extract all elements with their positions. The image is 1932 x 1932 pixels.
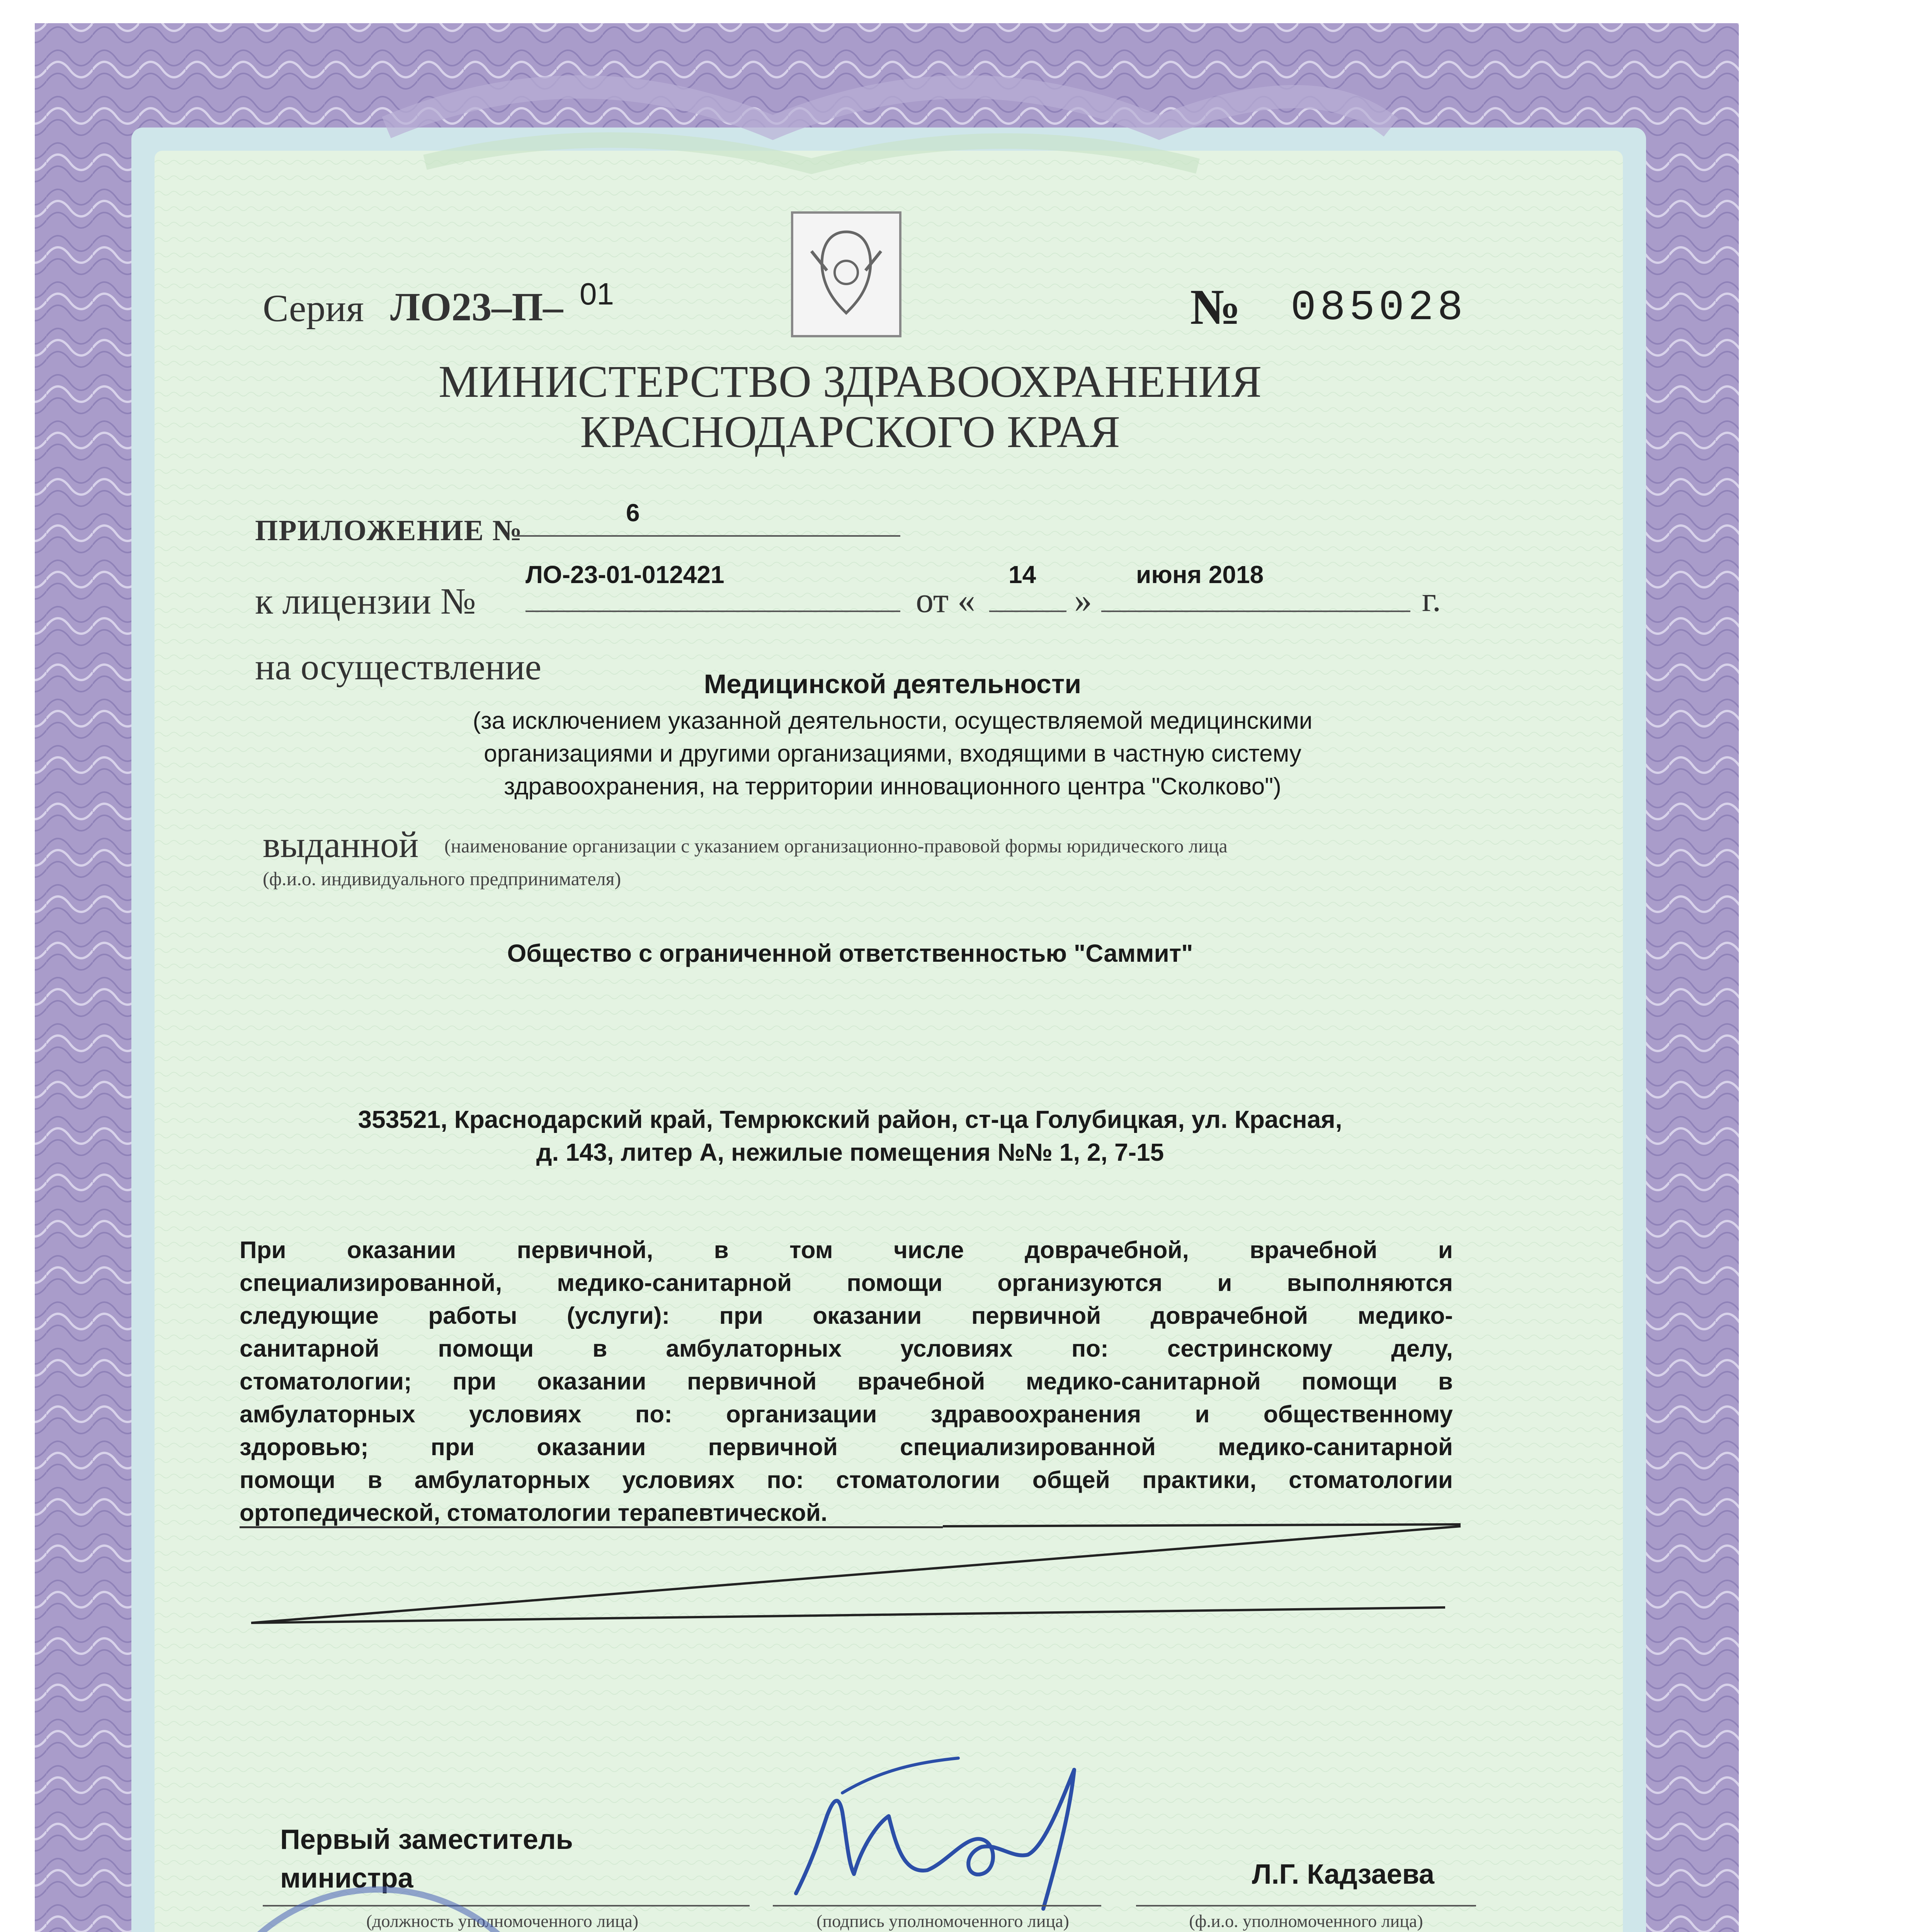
signer-position-line2: министра (280, 1863, 413, 1894)
ministry-name-line1: МИНИСТЕРСТВО ЗДРАВООХРАНЕНИЯ (438, 356, 1262, 407)
position-caption: (должность уполномоченного лица) (366, 1911, 639, 1931)
services-line: следующие работы (услуги): при оказании первичной доврачебной медико- (240, 1303, 1453, 1329)
coat-of-arms-icon (788, 209, 904, 340)
issued-hint-line2: (ф.и.о. индивидуального предпринимателя) (263, 868, 621, 889)
activity-label: на осуществление (255, 646, 542, 687)
handwritten-signature (765, 1747, 1113, 1920)
services-line: стоматологии; при оказании первичной врачебной медико-санитарной помощи в (240, 1368, 1453, 1395)
number-sign: № (1190, 279, 1241, 335)
date-month-underline (1101, 611, 1410, 612)
services-last-line: ортопедической, стоматологии терапевтической. (240, 1500, 828, 1526)
services-line: здоровью; при оказании первичной специализированной медико-санитарной (240, 1434, 1453, 1461)
issued-hint-line1: (наименование организации с указанием организационно-правовой формы юридического лица (444, 835, 1228, 857)
series-code: ЛО23–П– (390, 285, 563, 329)
signer-position-line1: Первый заместитель (280, 1824, 573, 1855)
name-underline (1136, 1905, 1476, 1906)
date-from: от « (916, 580, 975, 620)
activity-note-line2: организациями и другими организациями, входящими в частную систему (484, 740, 1301, 767)
services-line: специализированной, медико-санитарной помощи организуются и выполняются (240, 1270, 1453, 1296)
signature-underline (773, 1905, 1101, 1906)
signature-caption: (подпись уполномоченного лица) (816, 1911, 1069, 1931)
appendix-number: 6 (626, 499, 640, 527)
license-number-underline (526, 611, 900, 612)
date-day: 14 (1009, 561, 1036, 588)
issued-label: выданной (263, 824, 419, 865)
series-number: 01 (580, 277, 614, 311)
date-month-year: июня 2018 (1136, 561, 1264, 588)
appendix-label: ПРИЛОЖЕНИЕ № (255, 514, 523, 547)
name-caption: (ф.и.о. уполномоченного лица) (1189, 1911, 1423, 1931)
signer-name: Л.Г. Кадзаева (1252, 1859, 1435, 1890)
activity-note-line3: здравоохранения, на территории инновационного центра "Сколково") (504, 773, 1281, 800)
organization-name: Общество с ограниченной ответственностью "Саммит" (507, 939, 1193, 967)
services-line: амбулаторных условиях по: организации здравоохранения и общественному (240, 1401, 1453, 1428)
services-last-line-underline (240, 1526, 943, 1528)
services-line: При оказании первичной, в том числе доврачебной, врачебной и (240, 1237, 1453, 1264)
services-line: помощи в амбулаторных условиях по: стоматологии общей практики, стоматологии (240, 1467, 1453, 1493)
organization-address-line1: 353521, Краснодарский край, Темрюкский район, ст-ца Голубицкая, ул. Красная, (358, 1105, 1342, 1133)
date-suffix: г. (1422, 580, 1441, 619)
date-close: » (1074, 580, 1092, 620)
series-label: Серия (263, 287, 364, 330)
activity-title: Медицинской деятельности (704, 669, 1082, 699)
official-seal-stamp (185, 1878, 572, 1932)
form-number: 085028 (1291, 284, 1467, 332)
date-day-underline (989, 611, 1066, 612)
services-line: санитарной помощи в амбулаторных условиях по: сестринскому делу, (240, 1335, 1453, 1362)
license-number: ЛО-23-01-012421 (526, 561, 724, 588)
organization-address-line2: д. 143, литер А, нежилые помещения №№ 1, 2, 7-15 (536, 1138, 1164, 1166)
ministry-name-line2: КРАСНОДАРСКОГО КРАЯ (580, 406, 1120, 457)
license-label: к лицензии № (255, 580, 476, 622)
activity-note-line1: (за исключением указанной деятельности, осуществляемой медицинскими (473, 707, 1313, 734)
appendix-number-underline (514, 535, 900, 537)
